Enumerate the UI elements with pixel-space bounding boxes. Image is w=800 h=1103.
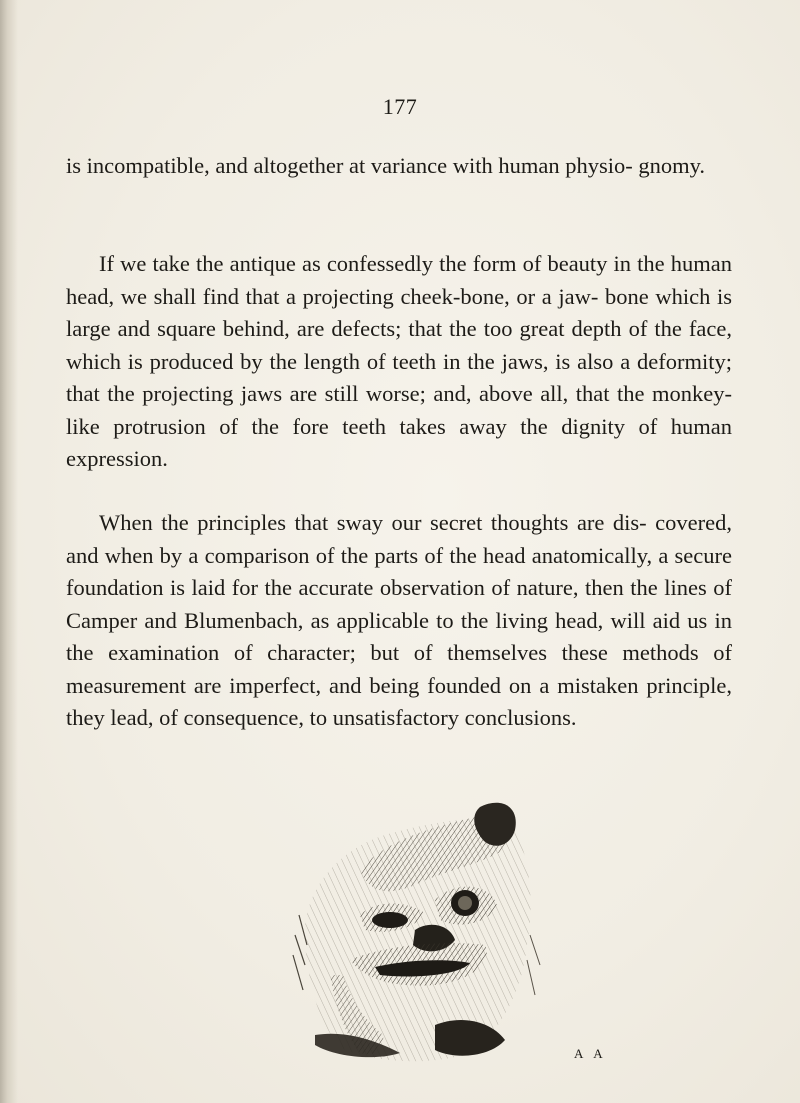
paragraph-2: If we take the antique as confessedly the form of beauty in the human head, we shall find that a projecting cheek-bone, or a jaw- bone which is large and square behind, are defects; that the too great depth of the face, which is produced by the length of teeth in the jaws, is also a deformity; that the projecting jaws are still worse; and, above all, that the monkey-like protrusion of the fore teeth takes away the dignity of human expression. bbox=[66, 251, 732, 471]
page-number: 177 bbox=[382, 94, 418, 119]
paragraph-3: When the principles that sway our secret thoughts are dis- covered, and when by a comparison of the parts of the head anatomically, a secure foundation is laid for the accurate observation of nature, then the lines of Camper and Blumenbach, as applicable to the living head, will aid us in the examination of character; but of themselves these methods of measurement are imperfect, and being founded on a mistaken principle, they lead, of consequence, to unsatisfactory conclusions. bbox=[66, 510, 732, 730]
figure-caption: A A bbox=[574, 1046, 607, 1061]
engraving-illustration bbox=[265, 795, 575, 1075]
paragraph-1: is incompatible, and altogether at variance with human physio- gnomy. bbox=[66, 153, 705, 178]
spine-shadow bbox=[0, 0, 18, 1103]
